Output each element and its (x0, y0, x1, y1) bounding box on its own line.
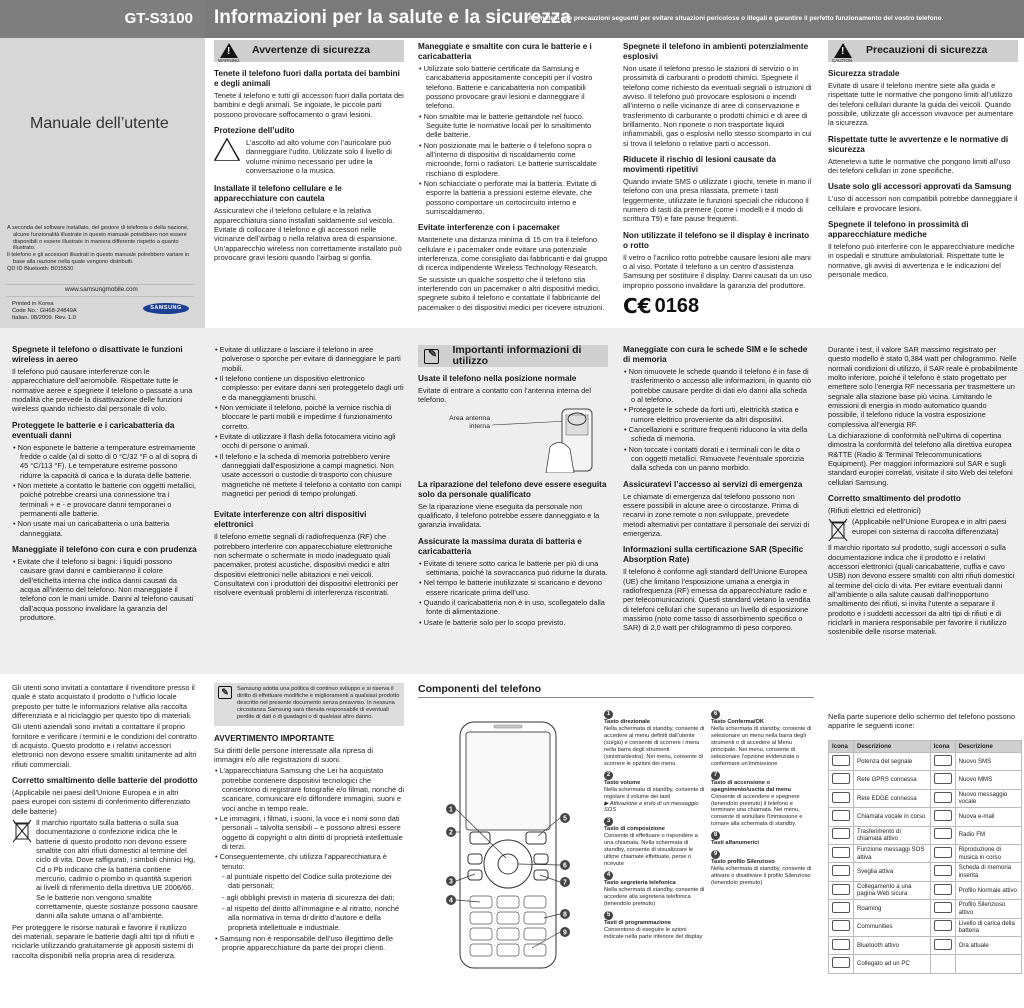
section-text: Durante i test, il valore SAR massimo registrato per questo modello è stato 0,384 watt per chilogrammo. Nelle normali condizioni di utilizzo, il SAR reale è probabilmente molto inferiore, poiché il telefono è stato progettato per emettere solo l’energia RF necessaria per trasmettere un segnale alla stazione base più vicina. Limitando le emissioni di energia in modo automatico quando possibile, il telefono riduce la vostra esposizione complessiva all’energia RF. (828, 345, 1018, 429)
icon-table-row (829, 900, 1022, 918)
section-heading: Spegnete il telefono in prossimità di apparecchiature mediche (828, 219, 969, 239)
page-title: Informazioni per la salute e la sicurezza (214, 7, 571, 28)
icon-desc: Trasferimento di chiamata attivo (854, 826, 931, 844)
status-icon (934, 939, 952, 950)
list-item: • Samsung non è responsabile dell’uso illegittimo delle proprie apparecchiature da parte dei propri clienti. (214, 934, 404, 953)
icon-table-row (829, 863, 1022, 881)
key-desc: 9 Tasto profilo Silenzioso Nella schermata di standby, consente di attivare o disattivare il profilo Silenzioso (tenendolo premuto) (711, 851, 812, 887)
icon-table-row (829, 771, 1022, 789)
flight-column (12, 345, 198, 623)
list-item: - al rispetto del diritto all’immagine e al ritratto, nonché alla normativa in tema di diritto d’autore e della proprietà intellettuale e industriale. (222, 904, 400, 932)
key-desc: 1 Tasto direzionale Nella schermata di standby, consente di accedere ai menu definiti dall’utente (su/giù) e consente di scorrere i menu nella barra degli strumenti (sinistra/destra). Nei menu, consente di scorrere le opzioni dei menu (604, 711, 705, 767)
status-icon (934, 810, 952, 821)
list-item: • Conseguentemente, chi utilizza l’apparecchiatura è tenuto: (214, 852, 404, 871)
key-desc: 8 Tasti alfanumerici (711, 832, 759, 847)
icon-desc: Ora attuale (955, 936, 1021, 954)
list-item: • L’apparecchiatura Samsung che Lei ha acquistato potrebbe contenere dispositivi tecnologici che consentono di registrare fotografie e/o filmati, nonché di scaricare, comunicare e/o diffondere immagini, suoni e voci anche in tempo reale. (214, 766, 404, 813)
section-heading: Rispettate tutte le avvertenze e le normative di sicurezza (828, 134, 1009, 154)
section-heading: Non utilizzate il telefono se il display è incrinato o rotto (623, 230, 810, 250)
section-heading: Usate solo gli accessori approvati da Samsung (828, 182, 1012, 192)
status-icon (934, 884, 952, 895)
care-column (214, 345, 404, 600)
icon-desc: Livello di carica della batteria (955, 918, 1021, 936)
list-item: - al puntuale rispetto del Codice sulla protezione dei dati personali; (222, 872, 392, 891)
icon-table-row (829, 753, 1022, 771)
usage-title: Importanti informazioni di utilizzo (452, 343, 582, 367)
section-text: Il telefono può interferire con le apparecchiature mediche in ospedali e strutture ambulatoriali. Rispettate tutte le normative, gli avvisi di avvertenza e le indicazioni del personale medico. (828, 241, 1015, 279)
section-heading: Installate il telefono cellulare e le apparecchiature con cautela (214, 184, 342, 204)
icon-table-row (829, 844, 1022, 862)
section-text: Il marchio riportato sul prodotto, sugli accessori o sulla documentazione indica che il prodotto e i relativi accessori elettronici (quali caricabatterie, cuffia e cavo USB) non devono essere smaltiti con altri rifiuti domestici al termine del ciclo di vita. Per evitare eventuali danni all’ambiente o alla salute causati dall’inopportuno smaltimento dei rifiuti, si invita l’utente a separare il prodotto e i suddetti accessori da altri tipi di rifiuti e di riciclarli in maniera responsabile per favorire il riutilizzo sostenibile delle risorse materiali. (828, 543, 1015, 637)
antenna-figure (418, 407, 608, 473)
status-icon (832, 847, 850, 858)
phone-diagram (420, 718, 590, 972)
section-text: Evitate di entrare a contatto con l’antenna interna del telefono. (418, 386, 591, 405)
section-heading: Assicuratevi l’accesso ai servizi di emergenza (623, 479, 803, 489)
warnings-column (214, 40, 404, 264)
icon-table-row (829, 789, 1022, 807)
icon-desc: Rete EDGE connessa (854, 789, 931, 807)
icon-desc: Communities (854, 918, 931, 936)
callout-3: 3 (449, 878, 453, 886)
section-text: Se la riparazione viene eseguita da personale non qualificato, il telefono potrebbe essere danneggiato e la garanzia invalidata. (418, 501, 600, 530)
section-heading: Sicurezza stradale (828, 69, 900, 78)
icons-intro: Nella parte superiore dello schermo del telefono possono apparire le seguenti icone: (828, 712, 1015, 731)
list-item: • Usate le batterie solo per lo scopo previsto. (418, 618, 608, 627)
list-item: • Non smaltite mai le batterie gettandole nel fuoco. Seguite tutte le normative locali per lo smaltimento delle batterie. (418, 112, 608, 140)
icon-desc: Collegamento a una pagina Web sicura (854, 881, 931, 899)
recycle-bin-icon (828, 517, 848, 543)
keys-right (711, 710, 815, 887)
note-text: Samsung adotta una politica di continuo sviluppo e si riserva il diritto di effettuare modifiche e miglioramenti a qualsiasi prodotto descritto nel presente documento senza preavviso. In nessuna circostanza Samsung sarà ritenuta responsabile di eventuali perdite di dati o di guadagni o di qualsiasi altro danno. (237, 686, 400, 720)
cover-note: A seconda del software installato, del gestore di telefonia o della nazione, alcune funzionalità illustrate in questo manuale potrebbero non essere disponibili o essere illustrate in maniera differente rispetto a quanto illustrato. (7, 225, 189, 252)
section-text: Sui diritti delle persone interessate alla ripresa di immagini e/o alle registrazioni di suoni. (214, 745, 373, 765)
list-item: • Nel tempo le batterie inutilizzate si scaricano e devono essere ricaricate prima dell’uso. (418, 578, 608, 597)
section-text: (Applicabile nell’Unione Europea e in altri paesi europei con sistema di raccolta differenziata) (852, 517, 1007, 536)
caution-column (828, 40, 1018, 281)
warning-icon: ! WARNING (220, 43, 238, 59)
icon-table-row (829, 918, 1022, 936)
section-text: Il telefono è conforme agli standard dell’Unione Europea (UE) che limitano l’esposizione umana a energia in radiofrequenza (RF) emessa da apparecchiature radio e per telecomunicazioni. Questi standard vietano la vendita di telefoni cellulari che superano un livello di esposizione massimo (noto come tasso di assorbimento specifico o SAR) di 2,0 watt per chilogrammo di peso corporeo. (623, 567, 811, 633)
section-text: Il telefono può causare interferenze con le apparecchiature dell’aeromobile. Rispettate tutte le normative aeree e spegnete il telefono o passate a una modalità che prevede la disattivazione delle funzioni wireless quando richiesto dal personale di volo. (12, 367, 193, 414)
section-text: Tenete il telefono e tutti gli accessori fuori dalla portata dei bambini e degli animali. Se ingoiate, le piccole parti possono provocare soffocamento o gravi lesioni. (214, 91, 404, 119)
key-desc: 4 Tasto segreteria telefonica Nella schermata di standby, consente di accedere alla segreteria telefonica (tenendolo premuto) (604, 872, 705, 908)
section-text: Gli utenti aziendali sono invitati a contattare il proprio fornitore e verificare i termini e le condizioni del contratto di acquisto. Questo prodotto e i relativi accessori elettronici non devono essere smaltiti unitamente ad altri rifiuti commerciali. (12, 722, 197, 769)
components-title: Componenti del telefono (418, 683, 542, 695)
warnings-title: Avvertenze di sicurezza (252, 44, 371, 57)
cover-note: QD ID Bluetooth: B015530 (7, 265, 74, 272)
section-text: (Applicabile nei paesi dell’Unione Europea e in altri paesi europei con sistemi di conferimento differenziato delle batterie) (12, 787, 191, 816)
keys-left (604, 710, 706, 941)
list-item: • Evitate di tenere sotto carica le batterie per più di una settimana, poiché la sovraccarica può ridurne la durata. (418, 559, 608, 578)
manual-title: Manuale dell’utente (30, 115, 169, 132)
antenna-label: Area antenna interna (449, 414, 490, 431)
caution-title: Precauzioni di sicurezza (866, 44, 988, 57)
status-icon (934, 755, 952, 766)
status-icon (832, 755, 850, 766)
status-icon (934, 828, 952, 839)
caution-header (828, 40, 1018, 62)
status-icon (832, 865, 850, 876)
section-text: La dichiarazione di conformità nell’ultima di copertina dimostra la conformità del telefono alla direttiva europea R&TTE (Radio & Terminal Telecommunications Equipment). Per maggiori informazioni sul SAR e sugli standard europei correlati, visitate il sito Web dei telefoni cellulari Samsung. (828, 430, 1013, 487)
key-desc: 6 Tasto Conferma/OK Nella schermata di standby, consente di selezionare un menu nella barra degli strumenti o di accedere al Menu principale. Nei menu, consente di selezionare l’opzione evidenziata o confermare un’immissione (711, 711, 812, 767)
status-icon (832, 939, 850, 950)
status-icon (832, 884, 850, 895)
icon-table-row (829, 936, 1022, 954)
section-text: Quando inviate SMS o utilizzate i giochi, tenete in mano il telefono con una presa rilassata, premete i tasti leggermente, utilizzate le funzioni speciali che riducono il numero di tasti da premere (come i modelli e il modo di scrittura T9) e fate pause frequenti. (623, 176, 812, 224)
callout-8: 8 (563, 911, 567, 919)
icon-desc: Nuovo SMS (955, 753, 1021, 771)
svg-text:!: ! (224, 145, 229, 160)
icon-desc: Sveglia attiva (854, 863, 931, 881)
section-text: L’ascolto ad alto volume con l’auricolare può danneggiare l’udito. Utilizzate solo il livello di volume minimo necessario per udire la conversazione o la musica. (246, 137, 392, 175)
list-item: • Non posizionate mai le batterie o il telefono sopra o all’interno di dispositivi di riscaldamento come microonde, forni o radiatori. Le batterie surriscaldate rischiano di esplodere. (418, 141, 608, 178)
section-heading: Corretto smaltimento del prodotto (828, 493, 961, 503)
note-icon: ✎ (218, 686, 232, 699)
list-item: • Evitate che il telefono si bagni: i liquidi possono causare gravi danni e cambieranno il colore dell’etichetta interna che indica danni causati da acqua all’interno del telefono. Non maneggiate il telefono con le mani umide. Danni al telefono causati dall’acqua possono invalidare la garanzia del produttore. (12, 557, 198, 622)
status-icon (934, 773, 952, 784)
section-text: Se sussiste un qualche sospetto che il telefono stia interferendo con un pacemaker o altri dispositivi medici, spegnete subito il telefono e contattate il fabbricante del pacemaker o dei dispositivi medici per ricevere istruzioni. (418, 274, 605, 312)
sar-column (828, 345, 1018, 639)
section-heading: Evitate interferenze con altri dispositivi elettronici (214, 510, 367, 530)
ce-logo-icon: C€ (623, 293, 652, 318)
icon-desc: Profilo Silenzioso attivo (955, 900, 1021, 918)
callout-6: 6 (563, 862, 567, 870)
list-item: • Non toccate i contatti dorati e i terminali con le dita o con oggetti metallici. Rimuovete l’eventuale sporcizia dalla scheda con un panno morbido. (623, 445, 813, 473)
icon-table-row (829, 826, 1022, 844)
print-info: Printed in Korea Code No.: GH68-24849A Italian. 08/2009. Rev. 1.0 (12, 301, 77, 322)
section-text: Il marchio riportato sulla batteria o sulla sua documentazione o confezione indica che le batterie di questo prodotto non devono essere smaltite con altri rifiuti domestici al termine del ciclo di vita. Dove raffigurati, i simboli chimici Hg, Cd o Pb indicano che la batteria contiene mercurio, cadmio o piombo in quantità superiori ai livelli di riferimento della direttiva UE 2006/66. Se le batterie non vengono smaltite correttamente, queste sostanze possono causare danni alla salute umana o all’ambiente. (36, 817, 198, 921)
caution-icon: ! CAUTION (834, 43, 852, 59)
section-text: L’uso di accessori non compatibili potrebbe danneggiare il cellulare e provocare lesioni. (828, 194, 1018, 213)
notice-column (214, 683, 404, 954)
status-icon (832, 828, 850, 839)
icon-desc: Roaming (854, 900, 931, 918)
icon-desc: Potenza del segnale (854, 753, 931, 771)
section-heading: Tenete il telefono fuori dalla portata dei bambini e degli animali (214, 69, 400, 88)
icon-desc: Riproduzione di musica in corso (955, 844, 1021, 862)
status-icon (832, 773, 850, 784)
status-icon (934, 920, 952, 931)
ce-number: 0168 (654, 294, 700, 317)
ce-mark (623, 294, 813, 319)
section-text: Assicuratevi che il telefono cellulare e la relativa apparecchiatura siano installati saldamente sul veicolo. Evitate di collocare il telefono e gli accessori nelle vicinanze dell’airbag o nella relativa area di espansione. Un’apparecchio wireless non correttamente installato può provocare gravi lesioni quando l’airbag si gonfia. (214, 206, 402, 262)
sim-column (623, 345, 813, 635)
section-text: Le chiamate di emergenza dal telefono possono non essere possibili in alcune aree o circostanze. Prima di recarvi in zone remote o non sviluppate, prevedete metodi alternativi per contattare il personale dei servizi di emergenza. (623, 491, 810, 538)
section-text: Il telefono emette segnali di radiofrequenza (RF) che potrebbero interferire con apparecchiature elettroniche non schermate o schermate in modo inadeguato quali pacemaker, protesi acustiche, dispositivi medici e altri dispositivi elettronici nelle abitazioni e nei veicoli. Consultatevi con i produttori dei dispositivi elettronici per risolvere eventuali problemi di interferenza riscontrati. (214, 532, 399, 598)
section-heading: Spegnete il telefono in ambienti potenzialmente esplosivi (623, 42, 809, 61)
list-item: - agli obblighi previsti in materia di sicurezza dei dati; (222, 892, 395, 902)
icon-table-row (829, 881, 1022, 899)
ear-protection-icon (214, 138, 242, 164)
model-number: GT-S3100 (0, 0, 205, 38)
icon-desc: Scheda di memoria inserita (955, 863, 1021, 881)
battery-bin-icon (12, 818, 32, 844)
callout-7: 7 (563, 879, 567, 887)
section-heading: Assicurate la massima durata di batteria e caricabatteria (418, 536, 582, 556)
icons-table: Icona Descrizione Icona Descrizione Potenza del segnale Nuovo SMS Rete GPRS connessa Nuovo MMS Rete EDGE connessa Nuovo messaggio vocale Chiamata vocale in corso Nuova e-mail Trasferimento di chiamata attivo Radio FM Funzione messaggi SOS attiva Riproduzione di musica in corso Sveglia attiva Scheda di memoria inserita Collegamento a una pagina Web sicura Profilo Normale attivo Roaming Profilo Silenzioso attivo Communities Livello di carica della batteria Bluetooth attivo Ora attuale Collegato ad un PC (828, 740, 1022, 974)
section-heading: Protezione dell’udito (214, 125, 295, 135)
section-heading: AVVERTIMENTO IMPORTANTE (214, 733, 335, 743)
page-subtitle: Attenetevi alle precauzioni seguenti per evitare situazioni pericolose o illegali e garantire il perfetto funzionamento del vostro telefono. (528, 15, 944, 22)
section-heading: Informazioni sulla certificazione SAR (Specific Absorption Rate) (623, 545, 804, 565)
section-heading: Maneggiate e smaltite con cura le batterie e i caricabatteria (418, 42, 592, 61)
icon-desc: Nuovo messaggio vocale (955, 789, 1021, 807)
icon-desc: Funzione messaggi SOS attiva (854, 844, 931, 862)
website: www.samsungmobile.com (65, 286, 138, 293)
disposal-column (12, 683, 198, 962)
section-text: Per proteggere le risorse naturali e favorire il riutilizzo dei materiali, separare le batterie dagli altri tipi di rifiuti e riciclarle utilizzando gratuitamente gli appositi sistemi di raccolta disponibili nella propria area di residenza. (12, 922, 195, 960)
phone-hand-image (490, 407, 600, 473)
callout-9: 9 (563, 929, 567, 937)
note-icon: ✎ (424, 349, 439, 364)
key-desc: 5 Tasti di programmazione Consentono di eseguire le azioni indicate nella parte inferiore del display (604, 911, 703, 940)
list-item: • Cancellazioni e scritture frequenti riducono la vita della scheda di memoria. (623, 425, 813, 444)
key-desc: 7 Tasto di accensione o spegnimento/uscita dal menu Consente di accendere e spegnere (tenendolo premuto) il telefono e terminare una chiamata. Nei menu, consente di annullare l’immissione e tornare alla schermata di standby. (711, 771, 803, 828)
explosive-column (623, 40, 813, 319)
callout-1: 1 (449, 806, 453, 814)
status-icon (832, 810, 850, 821)
list-item: • Il telefono contiene un dispositivo elettronico complesso: per evitare danni seri proteggetelo dagli urti e da maneggiamenti bruschi. (214, 374, 404, 402)
status-icon (832, 957, 850, 968)
batteries-column (418, 40, 608, 314)
list-item: • Proteggete le schede da forti urti, elettricità statica e rumore elettrico proveniente da altri dispositivi. (623, 405, 813, 424)
icon-table-row (829, 808, 1022, 826)
status-icon (832, 792, 850, 803)
warnings-header (214, 40, 404, 62)
icon-desc: Radio FM (955, 826, 1021, 844)
list-item: • Utilizzate solo batterie certificate da Samsung e caricabatteria appositamente concepiti per il vostro telefono. Batterie e caricabatteria non compatibili possono provocare gravi lesioni e danneggiare il telefono. (418, 64, 608, 111)
section-text: Gli utenti sono invitati a contattare il rivenditore presso il quale è stato acquistato il prodotto o l’ufficio locale preposto per tutte le informazioni relative alla raccolta differenziata e al riciclaggio per questo tipo di materiali. (12, 683, 195, 720)
status-icon (832, 902, 850, 913)
list-item: • Non mettete a contatto le batterie con oggetti metallici, poiché potrebbe crearsi una connessione tra i terminali + e - e provocare danni temporanei o permanenti alle batterie. (12, 481, 198, 518)
section-heading: Riducete il rischio di lesioni causate da movimenti ripetitivi (623, 154, 776, 174)
usage-header (418, 345, 608, 367)
list-item: • Non schiacciate o perforate mai la batteria. Evitate di esporre la batteria a pressioni esterne elevate, che possono comportare un cortocircuito interno e surriscaldamento. (418, 179, 608, 216)
section-heading: La riparazione del telefono deve essere eseguita solo da personale qualificato (418, 479, 607, 499)
list-item: • Non verniciate il telefono, poiché la vernice rischia di bloccare le parti mobili e impedirne il funzionamento corretto. (214, 403, 404, 431)
key-desc: 3 Tasto di composizione Consente di effettuare o rispondere a una chiamata. Nella schermata di standby, consente di visualizzare le ultime chiamate effettuate, perse o ricevute (604, 818, 698, 868)
section-heading: Maneggiate con cura le schede SIM e le schede di memoria (623, 345, 808, 364)
status-icon (832, 920, 850, 931)
section-heading: Evitate interferenze con i pacemaker (418, 223, 560, 233)
list-item: • Il telefono e la scheda di memoria potrebbero venire danneggiati dall’esposizione a campi magnetici. Non usate accessori o custodie di trasporto con chiusure magnetiche né mettete il telefono a contatto con campi magnetici per periodi di tempo prolungati. (214, 452, 404, 499)
status-icon (934, 902, 952, 913)
section-text: Il vetro o l’acrilico rotto potrebbe causare lesioni alle mani o al viso. Portate il telefono a un centro d’assistenza Samsung per sostituire il display. Danni causati da un uso improprio possono invalidare la garanzia del produttore. (623, 252, 812, 290)
icon-desc: Profilo Normale attivo (955, 881, 1021, 899)
section-text: Evitate di usare il telefono mentre siete alla guida e rispettate tutte le normative che pongono limiti all’utilizzo dei telefoni cellulari durante la guida dei veicoli. Quando possibile, utilizzate gli accessori vivavoce per aumentare la sicurezza. (828, 81, 1014, 128)
status-icon (934, 847, 952, 858)
section-text: (Rifiuti elettrici ed elettronici) (828, 505, 921, 515)
icon-desc: Nuovo MMS (955, 771, 1021, 789)
icon-desc: Nuova e-mail (955, 808, 1021, 826)
cover-note: Il telefono e gli accessori illustrati in questo manuale potrebbero variare in base alla nazione nella quale vengono distribuiti. (7, 252, 190, 266)
icon-desc: Rete GPRS connessa (854, 771, 931, 789)
status-icon (934, 865, 952, 876)
section-text: Mantenete una distanza minima di 15 cm tra il telefono cellulare e i pacemaker onde evitare una potenziale interferenza, come consigliato dai fabbricanti e dal gruppo di ricerca indipendente Wireless Technology Research. (418, 235, 608, 273)
icon-desc: Bluetooth attivo (854, 936, 931, 954)
section-heading: Spegnete il telefono o disattivate le funzioni wireless in aereo (12, 345, 183, 364)
list-item: • Quando il caricabatteria non è in uso, scollegatelo dalla fonte di alimentazione. (418, 598, 608, 617)
section-heading: Maneggiate il telefono con cura e con prudenza (12, 544, 197, 554)
icon-desc: Chiamata vocale in corso (854, 808, 931, 826)
policy-note (214, 683, 404, 726)
section-heading: Proteggete le batterie e i caricabatteria da eventuali danni (12, 420, 175, 440)
list-item: • Evitate di utilizzare o lasciare il telefono in aree polverose o sporche per evitare di danneggiare le parti mobili. (214, 345, 404, 373)
status-icon (934, 792, 952, 803)
callout-5: 5 (563, 815, 567, 823)
list-item: • Le immagini, i filmati, i suoni, la voce e i nomi sono dati personali – talvolta sensibili – e possono altresì essere oggetto di copyright o altri diritti di proprietà intellettuale di terzi. (214, 814, 404, 851)
list-item: • Evitate di utilizzare il flash della fotocamera vicino agli occhi di persone o animali. (214, 432, 404, 451)
cover-notes (6, 225, 194, 273)
section-text: Attenetevi a tutte le normative che pongono limiti all’uso dei telefoni cellulari in zone specifiche. (828, 156, 1011, 175)
list-item: • Non rimuovete le schede quando il telefono è in fase di trasferimento o accesso alle informazioni, in quanto ciò potrebbe causare perdite di dati e/o danni alla scheda o al telefono. (623, 367, 813, 404)
callout-2: 2 (449, 829, 453, 837)
samsung-logo: SAMSUNG (143, 303, 189, 314)
section-heading: Usate il telefono nella posizione normale (418, 374, 577, 383)
callout-4: 4 (449, 897, 453, 905)
usage-column (418, 345, 608, 628)
key-desc: 2 Tasto volume Nella schermata di standby, consente di regolare il volume dei tasti ▶ Attivazione e invio di un messaggio SOS (604, 771, 705, 814)
section-text: Non usate il telefono presso le stazioni di servizio o in prossimità di carburanti o prodotti chimici. Spegnete il telefono come richiesto da eventuali segnali o istruzioni di avviso. Il telefono può provocare esplosioni o incendi all’interno o nelle vicinanze di aree di conservazione e trasferimento di carburante o prodotti chimici e di aree di brillamento. Non riponete o non trasportate liquidi infiammabili, gas o esplosivi nello stesso scomparto in cui si trova il telefono o relative parti o accessori. (623, 64, 812, 148)
section-heading: Corretto smaltimento delle batterie del prodotto (12, 775, 198, 785)
icon-desc: Collegato ad un PC (854, 955, 931, 973)
list-item: • Non esponete le batterie a temperature estremamente fredde o calde (al di sotto di 0 °C/32 °F o al di sopra di 45 °C/113 °F). Le temperature estreme possono ridurre la capacità di carica e la durata delle batterie. (12, 443, 198, 480)
list-item: • Non usate mai un caricabatteria o una batteria danneggiata. (12, 519, 198, 538)
icon-table-row (829, 955, 1022, 973)
